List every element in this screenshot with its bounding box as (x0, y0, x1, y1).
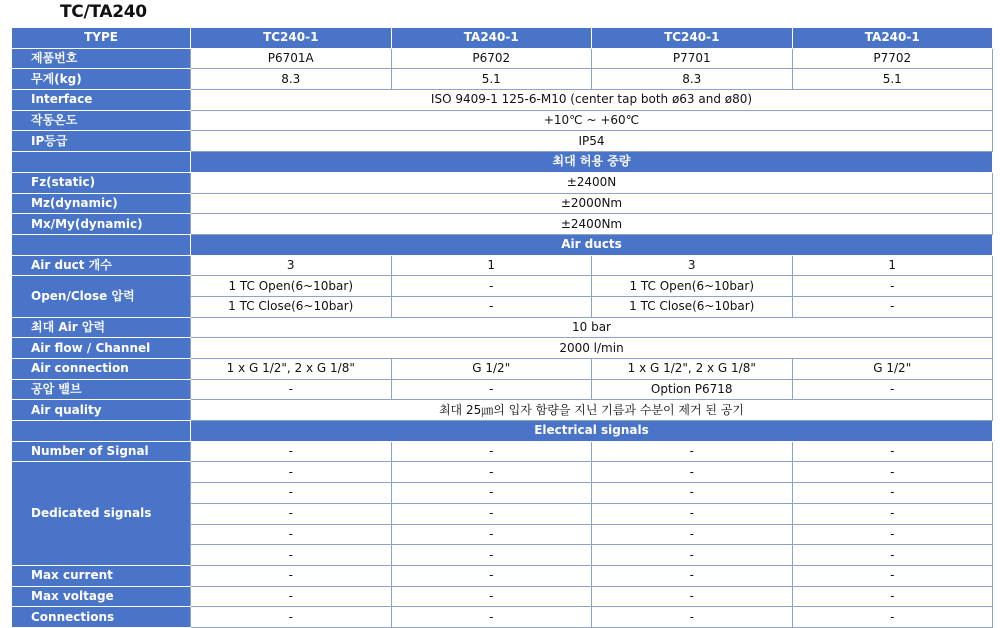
cell: - (792, 379, 993, 400)
row-part-no (12, 48, 993, 69)
cell-merged: ±2400N (191, 172, 993, 193)
cell: - (391, 586, 592, 607)
cell: Option P6718 (592, 379, 793, 400)
cell: - (792, 607, 993, 628)
row-label: Open/Close 압력 (12, 276, 191, 317)
cell: P6701A (191, 48, 392, 69)
section-load (12, 152, 993, 173)
cell: - (191, 379, 392, 400)
row-dedicated (12, 462, 993, 483)
cell: 1 TC Close(6~10bar) (191, 296, 392, 317)
header-col: TA240-1 (391, 28, 592, 49)
section-title: Electrical signals (191, 421, 993, 442)
cell-merged: 10 bar (191, 317, 993, 338)
row-label: Air quality (12, 400, 191, 421)
cell: - (592, 462, 793, 483)
header-type: TYPE (12, 28, 191, 49)
row-air-quality (12, 400, 993, 421)
document-title: TC/TA240 (60, 2, 147, 22)
cell-merged: ±2400Nm (191, 214, 993, 235)
row-valve (12, 379, 993, 400)
row-ip (12, 131, 993, 152)
section-blank (12, 421, 191, 442)
cell: - (792, 565, 993, 586)
cell: - (191, 503, 392, 524)
cell: - (792, 586, 993, 607)
row-label: Max current (12, 565, 191, 586)
row-air-connection (12, 359, 993, 380)
row-label: 작동온도 (12, 110, 191, 131)
row-label: Fz(static) (12, 172, 191, 193)
cell: G 1/2" (391, 359, 592, 380)
cell: - (391, 462, 592, 483)
cell: - (191, 441, 392, 462)
section-air (12, 234, 993, 255)
cell: 1 TC Open(6~10bar) (592, 276, 793, 297)
row-fz (12, 172, 993, 193)
row-max-air (12, 317, 993, 338)
cell: - (191, 462, 392, 483)
cell: P7702 (792, 48, 993, 69)
cell-merged: 2000 l/min (191, 338, 993, 359)
row-max-current (12, 565, 993, 586)
cell: - (592, 586, 793, 607)
cell: 1 x G 1/2", 2 x G 1/8" (191, 359, 392, 380)
row-label: Air flow / Channel (12, 338, 191, 359)
cell: - (592, 565, 793, 586)
row-label: Mx/My(dynamic) (12, 214, 191, 235)
cell-merged: ±2000Nm (191, 193, 993, 214)
header-col: TA240-1 (792, 28, 993, 49)
cell: - (792, 503, 993, 524)
cell: - (792, 524, 993, 545)
section-title: Air ducts (191, 234, 993, 255)
cell: - (391, 483, 592, 504)
cell-merged: +10℃ ~ +60℃ (191, 110, 993, 131)
cell: 5.1 (792, 69, 993, 90)
row-num-signal (12, 441, 993, 462)
header-row (12, 28, 993, 49)
cell: - (792, 296, 993, 317)
section-electrical (12, 421, 993, 442)
cell: - (592, 607, 793, 628)
section-title: 최대 허용 중량 (191, 152, 993, 173)
cell: - (391, 276, 592, 297)
cell: - (191, 483, 392, 504)
cell: - (592, 503, 793, 524)
cell: - (391, 565, 592, 586)
cell: - (391, 524, 592, 545)
cell: - (592, 483, 793, 504)
cell: - (391, 545, 592, 566)
cell: 5.1 (391, 69, 592, 90)
row-label: Air connection (12, 359, 191, 380)
row-label: Air duct 개수 (12, 255, 191, 276)
cell: 8.3 (191, 69, 392, 90)
section-blank (12, 152, 191, 173)
row-label: 최대 Air 압력 (12, 317, 191, 338)
row-weight (12, 69, 993, 90)
row-air-flow (12, 338, 993, 359)
row-label: Number of Signal (12, 441, 191, 462)
header-col: TC240-1 (592, 28, 793, 49)
row-label: 공압 밸브 (12, 379, 191, 400)
cell: 3 (191, 255, 392, 276)
cell: - (391, 607, 592, 628)
cell: 1 x G 1/2", 2 x G 1/8" (592, 359, 793, 380)
cell: P7701 (592, 48, 793, 69)
row-open-close (12, 276, 993, 297)
cell: - (391, 379, 592, 400)
row-mxmy (12, 214, 993, 235)
cell: - (391, 441, 592, 462)
header-col: TC240-1 (191, 28, 392, 49)
row-label: Interface (12, 90, 191, 111)
cell: - (592, 545, 793, 566)
row-connections (12, 607, 993, 628)
cell: 1 (391, 255, 592, 276)
cell: 1 TC Close(6~10bar) (592, 296, 793, 317)
cell: - (191, 607, 392, 628)
cell: 3 (592, 255, 793, 276)
cell: - (391, 503, 592, 524)
cell: 1 TC Open(6~10bar) (191, 276, 392, 297)
cell-merged: ISO 9409-1 125-6-M10 (center tap both ø63 and ø80) (191, 90, 993, 111)
row-label: 제품번호 (12, 48, 191, 69)
row-label: Dedicated signals (12, 462, 191, 565)
cell: - (792, 545, 993, 566)
row-interface (12, 90, 993, 111)
cell: - (792, 483, 993, 504)
cell: G 1/2" (792, 359, 993, 380)
cell: 1 (792, 255, 993, 276)
row-label: Max voltage (12, 586, 191, 607)
cell: - (191, 524, 392, 545)
row-duct-count (12, 255, 993, 276)
cell: 8.3 (592, 69, 793, 90)
cell: - (391, 296, 592, 317)
cell: P6702 (391, 48, 592, 69)
row-label: Connections (12, 607, 191, 628)
cell-merged: IP54 (191, 131, 993, 152)
cell: - (792, 441, 993, 462)
cell-merged: 최대 25㎛의 입자 함량을 지닌 기름과 수분이 제거 된 공기 (191, 400, 993, 421)
section-blank (12, 234, 191, 255)
cell: - (592, 524, 793, 545)
spec-table (11, 27, 993, 628)
cell: - (191, 545, 392, 566)
cell: - (792, 462, 993, 483)
row-mz (12, 193, 993, 214)
row-op-temp (12, 110, 993, 131)
row-label: Mz(dynamic) (12, 193, 191, 214)
row-label: IP등급 (12, 131, 191, 152)
cell: - (191, 586, 392, 607)
cell: - (191, 565, 392, 586)
row-label: 무게(kg) (12, 69, 191, 90)
cell: - (792, 276, 993, 297)
cell: - (592, 441, 793, 462)
